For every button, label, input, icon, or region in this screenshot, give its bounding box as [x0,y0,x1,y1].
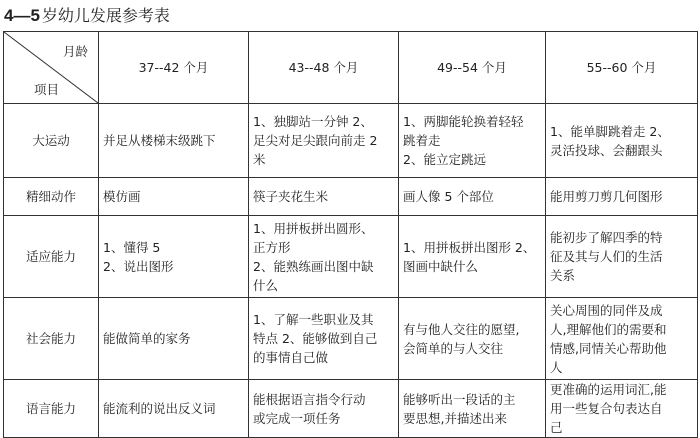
cell-text-line: 2、能立定跳远 [403,152,486,167]
cell-text-line: 人,理解他们的需要和 [550,321,667,337]
cell-text-line: 有与他人交往的愿望, [403,321,520,337]
cell-text-line: 2、说出图形 [103,258,174,274]
cell-text-line: 2、能熟练画出图中缺 [253,258,374,274]
column-header: 37--42 个月 [99,32,249,104]
corner-label-age: 月龄 [62,44,88,59]
table-cell [249,104,399,178]
corner-header-cell [4,32,99,104]
table-cell [546,298,698,380]
cell-text-line: 更准确的运用词汇,能 [550,382,667,397]
title-prefix: 4—5 [4,6,40,25]
cell-text-line: 能做简单的家务 [103,331,191,346]
cell-text-line: 1、懂得 5 [103,239,161,255]
cell-text-line: 1、了解一些职业及其 [253,312,374,327]
header-row [4,32,698,104]
table-cell [249,298,399,380]
cell-text-line: 画人像 5 个部位 [403,189,494,204]
table-row [4,104,698,178]
row-label: 大运动 [4,104,99,178]
cell-text-line: 己 [550,420,563,435]
cell-text-line: 人 [550,359,563,375]
cell-text-line: 的事情自己做 [253,350,329,365]
row-label: 精细动作 [4,178,99,216]
table-cell [249,216,399,298]
table-cell [546,380,698,438]
table-row [4,298,698,380]
cell-text-line: 能用剪刀剪几何图形 [550,189,663,204]
cell-text-line: 1、能单脚跳着走 2、 [550,123,670,139]
cell-text-line: 能根据语言指令行动 [253,391,366,407]
cell-text-line: 用一些复合句表达自 [550,401,663,416]
cell-text-line: 或完成一项任务 [253,410,341,426]
cell-text-line: 能初步了解四季的特 [550,230,663,245]
column-header: 49--54 个月 [399,32,546,104]
cell-text-line: 1、独脚站一分钟 2、 [253,114,373,129]
row-label: 社会能力 [4,298,99,380]
table-cell [249,380,399,438]
cell-text-line: 足尖对足尖跟向前走 2 [253,133,378,148]
row-label: 适应能力 [4,216,99,298]
row-label: 语言能力 [4,380,99,438]
table-cell [546,178,698,216]
cell-text-line: 关系 [550,268,576,283]
cell-text-line: 要思想,并描述出来 [403,410,507,426]
table-row [4,216,698,298]
table-cell [99,104,249,178]
cell-text-line: 能够听出一段话的主 [403,391,516,407]
table-cell [99,216,249,298]
cell-text-line: 特点 2、能够做到自己 [253,331,378,346]
cell-text-line: 灵活投球、会翻跟头 [550,142,663,158]
cell-text-line: 米 [253,152,266,167]
cell-text-line: 模仿画 [103,189,141,204]
title-text: 岁幼儿发展参考表 [41,6,170,25]
column-header: 43--48 个月 [249,32,399,104]
table-cell [99,178,249,216]
cell-text-line: 什么 [253,277,279,293]
table-cell [249,178,399,216]
table-cell [546,104,698,178]
table-cell [99,298,249,380]
table-cell [399,178,546,216]
cell-text-line: 关心周围的同伴及成 [550,302,663,318]
cell-text-line: 筷子夹花生米 [253,189,329,204]
page-title [4,6,170,26]
cell-text-line: 并足从楼梯末级跳下 [103,133,216,148]
column-header: 55--60 个月 [546,32,698,104]
table-row [4,380,698,438]
cell-text-line: 1、用拼板拼出图形 2、 [403,239,536,255]
cell-text-line: 能流利的说出反义词 [103,401,216,416]
corner-label-item: 项目 [34,82,60,97]
cell-text-line: 图画中缺什么 [403,258,479,274]
cell-text-line: 1、两脚能轮换着轻轻 [403,114,524,129]
table-cell [399,104,546,178]
cell-text-line: 征及其与人们的生活 [550,249,663,264]
cell-text-line: 跳着走 [403,133,441,148]
table-cell [399,298,546,380]
cell-text-line: 情感,同情关心帮助他 [550,340,667,356]
cell-text-line: 1、用拼板拼出圆形、 [253,220,374,236]
table-cell [399,380,546,438]
cell-text-line: 正方形 [253,239,291,255]
table-cell [399,216,546,298]
table-cell [99,380,249,438]
table-row [4,178,698,216]
development-reference-table [3,31,698,438]
table-cell [546,216,698,298]
cell-text-line: 会简单的与人交往 [403,340,504,356]
